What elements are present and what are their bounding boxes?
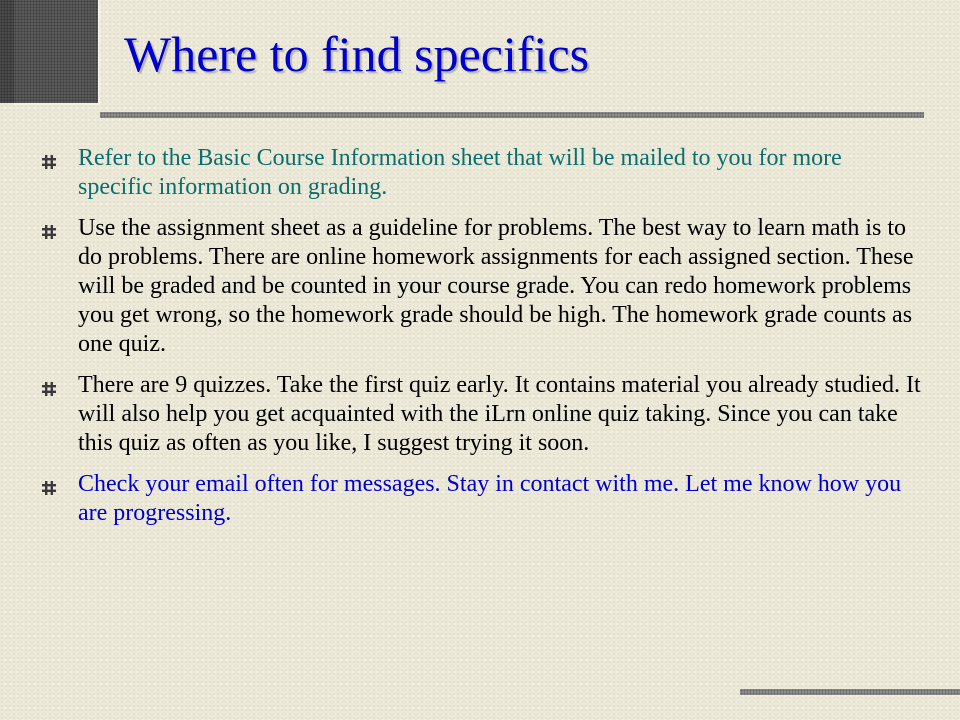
hash-bullet-icon <box>42 225 56 239</box>
bullet-item <box>42 371 922 458</box>
bullet-text: There are 9 quizzes. Take the first quiz early. It contains material you already studied. It will also help you get acquainted with the iLrn online quiz taking. Since you can take this quiz as often as you like, I suggest trying it soon. <box>78 372 921 456</box>
hash-bullet-icon <box>42 481 56 495</box>
hash-bullet-icon <box>42 382 56 396</box>
title-underline-rule <box>100 112 924 118</box>
bullet-item <box>42 214 922 359</box>
bullet-text: Use the assignment sheet as a guideline for problems. The best way to learn math is to do problems. There are online homework assignments for each assigned section. These will be graded and be counted in your course grade. You can redo homework problems you get wrong, so the homework grade should be high. The homework grade counts as one quiz. <box>78 215 914 357</box>
bullet-list <box>42 144 922 540</box>
corner-decoration <box>0 0 98 103</box>
bullet-text: Refer to the Basic Course Information sheet that will be mailed to you for more specific information on grading. <box>78 145 842 200</box>
bullet-item <box>42 144 922 202</box>
hash-bullet-icon <box>42 155 56 169</box>
slide-title: Where to find specifics <box>124 26 590 82</box>
bottom-accent-bar <box>740 689 960 695</box>
bullet-text: Check your email often for messages. Stay in contact with me. Let me know how you are progressing. <box>78 471 902 526</box>
bullet-item <box>42 470 922 528</box>
